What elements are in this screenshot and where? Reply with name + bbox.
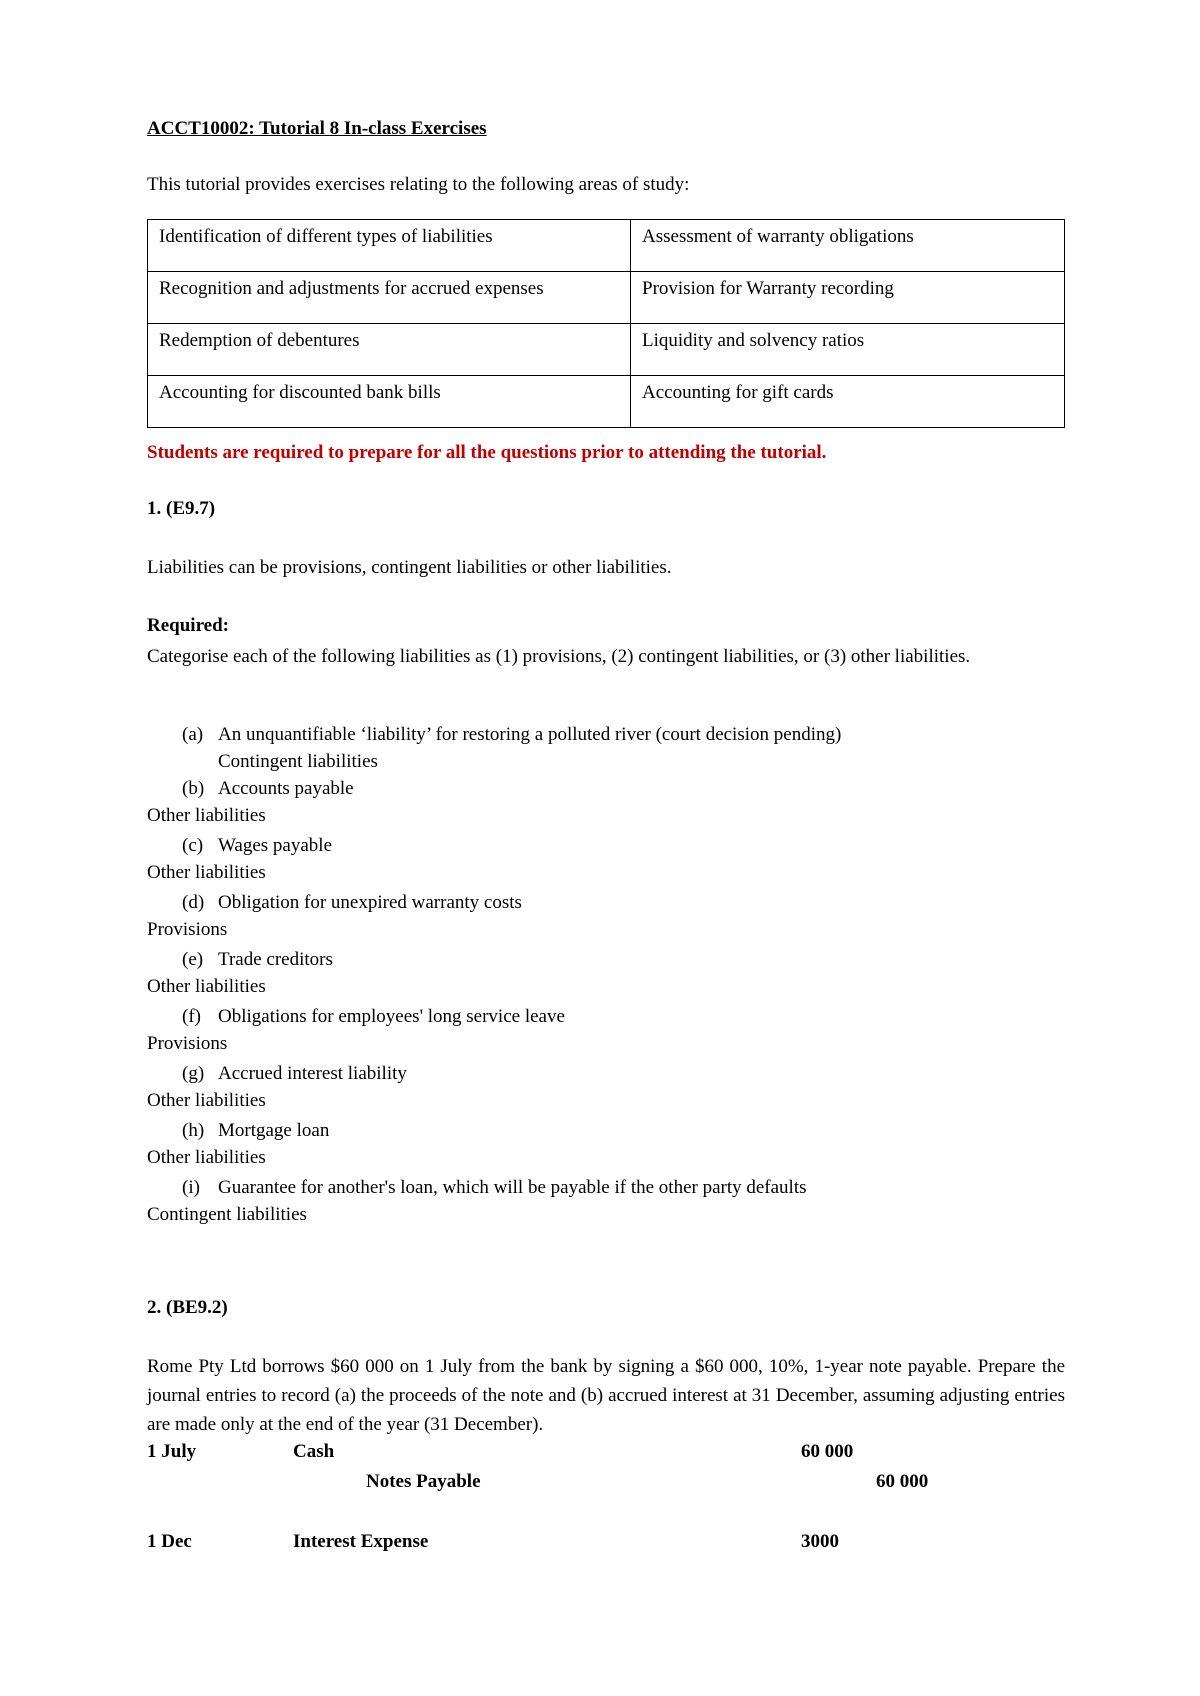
list-item (182, 948, 333, 972)
item-answer: Other liabilities (147, 862, 266, 883)
intro-text: This tutorial provides exercises relating to the following areas of study: (147, 174, 690, 195)
item-answer: Other liabilities (147, 976, 266, 997)
item-text: An unquantifiable ‘liability’ for restoring a polluted river (court decision pending) (218, 724, 842, 745)
item-label: (b) (182, 778, 205, 799)
required-text: Categorise each of the following liabilities as (1) provisions, (2) contingent liabilities, or (3) other liabilities. (147, 646, 971, 667)
question-2-text: Rome Pty Ltd borrows $60 000 on 1 July from the bank by signing a $60 000, 10%, 1-year note payable. Prepare the journal entries to record (a) the proceeds of the note and (b) accrued interest at 31 December, assuming adjusting entries are made only at the end of the year (31 December). (147, 1356, 1065, 1435)
journal-account: Cash (293, 1441, 335, 1462)
topic-cell: Liquidity and solvency ratios (631, 324, 1065, 376)
table-row (148, 220, 1065, 272)
item-text: Guarantee for another's loan, which will be payable if the other party defaults (218, 1177, 807, 1198)
preparation-warning: Students are required to prepare for all the questions prior to attending the tutorial. (147, 442, 827, 463)
journal-credit: 60 000 (876, 1471, 929, 1492)
list-item (182, 834, 332, 858)
list-item (182, 777, 354, 801)
topic-cell: Provision for Warranty recording (631, 272, 1065, 324)
journal-date: 1 Dec (147, 1531, 192, 1552)
topic-cell: Accounting for discounted bank bills (148, 376, 631, 428)
item-answer: Contingent liabilities (147, 1204, 307, 1225)
item-label: (e) (182, 949, 204, 970)
topic-cell: Recognition and adjustments for accrued expenses (148, 272, 631, 324)
item-label: (f) (182, 1006, 201, 1027)
item-label: (h) (182, 1120, 205, 1141)
item-answer: Other liabilities (147, 1090, 266, 1111)
topics-table (147, 219, 1065, 428)
journal-date: 1 July (147, 1441, 197, 1462)
item-label: (g) (182, 1063, 205, 1084)
list-item (182, 1176, 807, 1200)
item-answer: Provisions (147, 1033, 228, 1054)
item-text: Accrued interest liability (218, 1063, 407, 1084)
table-row (148, 324, 1065, 376)
list-item (182, 1005, 565, 1029)
journal-debit: 60 000 (801, 1441, 854, 1462)
question-1-heading: 1. (E9.7) (147, 498, 216, 519)
item-answer: Other liabilities (147, 805, 266, 826)
page-title: ACCT10002: Tutorial 8 In-class Exercises (147, 118, 487, 139)
journal-account: Notes Payable (366, 1471, 481, 1492)
topic-cell: Assessment of warranty obligations (631, 220, 1065, 272)
list-item (182, 1119, 329, 1143)
topic-cell: Identification of different types of liabilities (148, 220, 631, 272)
item-label: (i) (182, 1177, 200, 1198)
item-label: (a) (182, 724, 204, 745)
item-label: (d) (182, 892, 205, 913)
question-1-prompt: Liabilities can be provisions, contingent liabilities or other liabilities. (147, 557, 672, 578)
question-2-heading: 2. (BE9.2) (147, 1297, 228, 1318)
item-text: Mortgage loan (218, 1120, 330, 1141)
topic-cell: Redemption of debentures (148, 324, 631, 376)
journal-debit: 3000 (801, 1531, 839, 1552)
item-text: Wages payable (218, 835, 332, 856)
table-row (148, 272, 1065, 324)
list-item (182, 723, 841, 747)
item-text: Obligations for employees' long service leave (218, 1006, 565, 1027)
item-text: Obligation for unexpired warranty costs (218, 892, 522, 913)
journal-account: Interest Expense (293, 1531, 429, 1552)
list-item (182, 891, 522, 915)
required-label: Required: (147, 615, 229, 636)
item-answer: Contingent liabilities (218, 751, 378, 772)
item-text: Accounts payable (218, 778, 354, 799)
item-answer: Provisions (147, 919, 228, 940)
table-row (148, 376, 1065, 428)
list-item (182, 1062, 407, 1086)
item-label: (c) (182, 835, 204, 856)
topic-cell: Accounting for gift cards (631, 376, 1065, 428)
item-answer: Other liabilities (147, 1147, 266, 1168)
item-text: Trade creditors (218, 949, 333, 970)
